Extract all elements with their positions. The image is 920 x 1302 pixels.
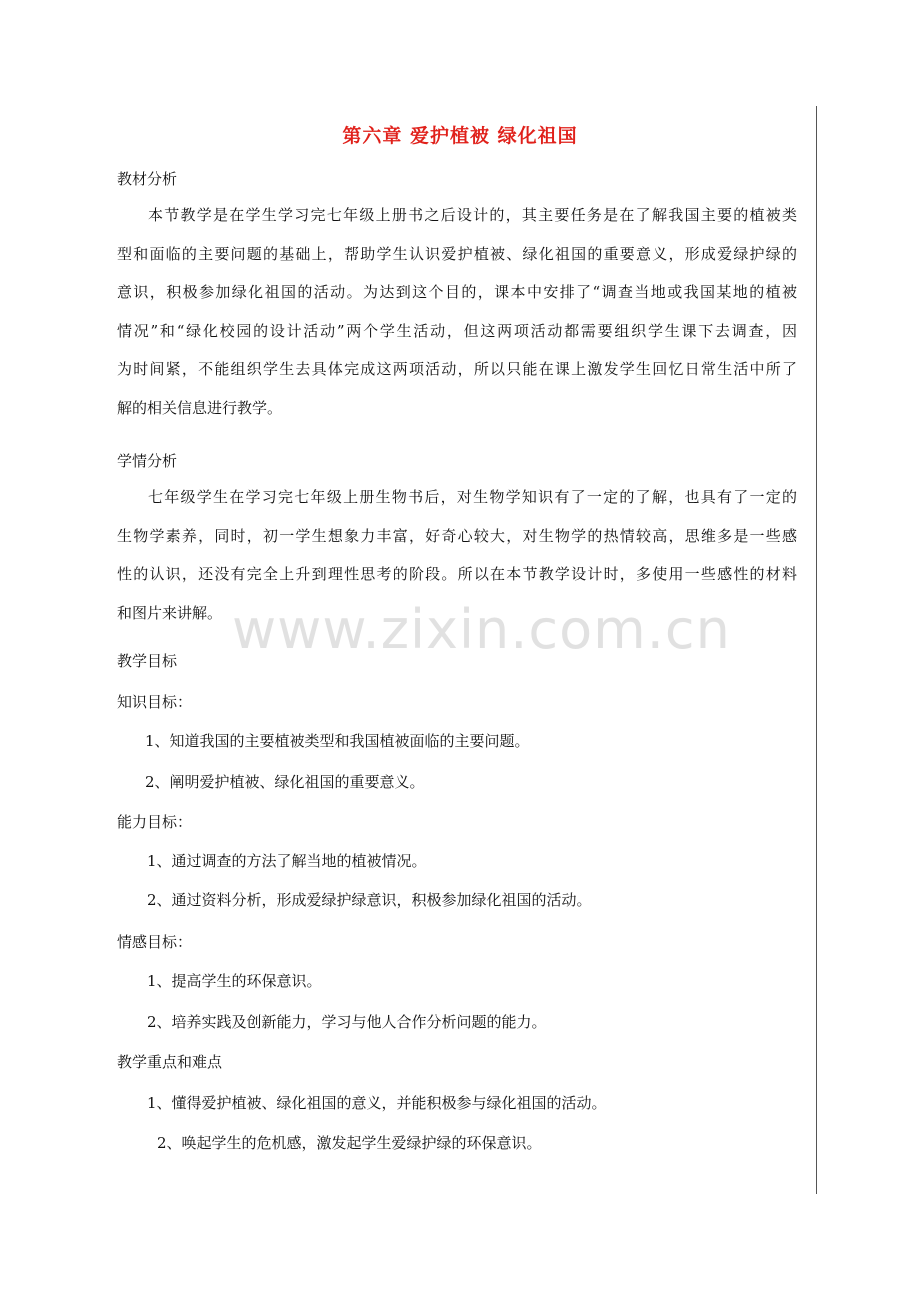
list-item: 1、通过调查的方法了解当地的植被情况。	[147, 852, 427, 870]
list-item: 1、懂得爱护植被、绿化祖国的意义，并能积极参与绿化祖国的活动。	[147, 1094, 607, 1112]
paragraph-textbook-analysis	[117, 196, 797, 427]
subheading-ability-goals: 能力目标：	[117, 813, 193, 831]
paragraph-line: 七年级学生在学习完七年级上册生物书后，对生物学知识有了一定的了解，也具有了一定的	[148, 488, 797, 506]
paragraph-line: 本节教学是在学生学习完七年级上册书之后设计的，其主要任务是在了解我国主要的植被类	[148, 206, 797, 224]
subheading-knowledge-goals: 知识目标：	[117, 693, 193, 711]
list-item: 2、通过资料分析，形成爱绿护绿意识，积极参加绿化祖国的活动。	[147, 891, 592, 909]
section-heading-teaching-goals: 教学目标	[117, 652, 178, 670]
section-heading-student-analysis: 学情分析	[117, 452, 178, 470]
watermark: www.zixin.com.cn	[232, 598, 731, 661]
list-item: 2、唤起学生的危机感，激发起学生爱绿护绿的环保意识。	[157, 1134, 542, 1152]
paragraph-line: 性的认识，还没有完全上升到理性思考的阶段。所以在本节教学设计时，多使用一些感性的材料	[117, 565, 797, 583]
paragraph-line: 解的相关信息进行教学。	[117, 398, 283, 417]
section-heading-key-points: 教学重点和难点	[117, 1053, 223, 1071]
paragraph-line: 意识，积极参加绿化祖国的活动。为达到这个目的，课本中安排了“调查当地或我国某地的植被	[117, 283, 797, 301]
page-title: 第六章 爱护植被 绿化祖国	[342, 125, 578, 147]
section-heading-textbook-analysis: 教材分析	[117, 170, 178, 188]
subheading-emotion-goals: 情感目标：	[117, 933, 193, 951]
list-item: 1、提高学生的环保意识。	[147, 972, 322, 990]
paragraph-line: 情况”和“绿化校园的设计活动”两个学生活动，但这两项活动都需要组织学生课下去调查，因	[117, 321, 797, 340]
list-item: 2、培养实践及创新能力，学习与他人合作分析问题的能力。	[147, 1013, 547, 1031]
paragraph-line: 生物学素养，同时，初一学生想象力丰富，好奇心较大，对生物学的热情较高，思维多是一些感	[117, 526, 797, 545]
list-item: 1、知道我国的主要植被类型和我国植被面临的主要问题。	[145, 732, 530, 750]
paragraph-line: 和图片来讲解。	[117, 603, 223, 622]
margin-rule	[816, 106, 817, 1194]
list-item: 2、阐明爱护植被、绿化祖国的重要意义。	[145, 773, 425, 791]
paragraph-line: 型和面临的主要问题的基础上，帮助学生认识爱护植被、绿化祖国的重要意义，形成爱绿护绿的	[117, 244, 797, 263]
paragraph-line: 为时间紧，不能组织学生去具体完成这两项活动，所以只能在课上激发学生回忆日常生活中所了	[117, 360, 797, 378]
